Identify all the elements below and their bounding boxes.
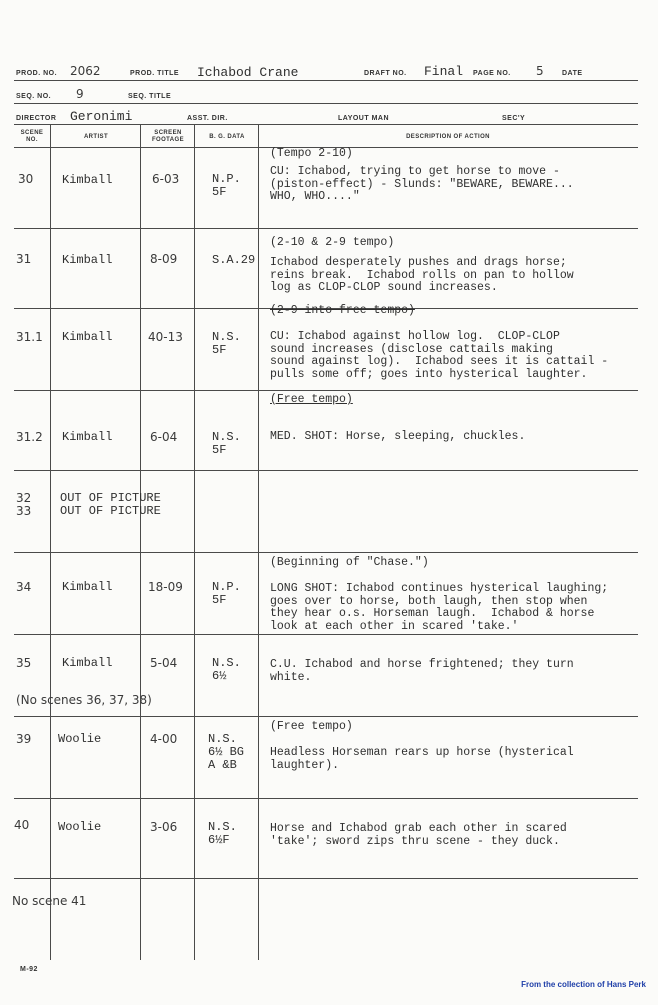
scene-number: 40	[14, 818, 30, 832]
tempo-note: (Free tempo)	[270, 720, 353, 733]
screen-footage: 4-00	[150, 732, 178, 746]
screen-footage: 6-04	[150, 430, 178, 444]
row-divider	[14, 552, 638, 553]
seq-no-value: 9	[76, 87, 84, 101]
artist-name: Kimball	[62, 656, 113, 670]
scene-number: 31.2	[16, 430, 43, 444]
col-bg-header: B. G. DATA	[209, 134, 245, 140]
col-artist-header: ARTIST	[83, 134, 109, 140]
row-divider	[14, 470, 638, 471]
tempo-note: (Tempo 2-10)	[270, 147, 353, 160]
header-rule-1	[14, 80, 638, 81]
row-divider	[14, 634, 638, 635]
page-no-value: 5	[536, 64, 544, 78]
form-code: M-92	[20, 966, 38, 973]
screen-footage: 3-06	[150, 820, 178, 834]
seq-no-label: SEQ. NO.	[16, 93, 52, 100]
prod-no-value: 2062	[70, 64, 101, 78]
screen-footage: 8-09	[150, 252, 178, 266]
artist-name: Kimball	[62, 580, 113, 594]
scene-number: 31.1	[16, 330, 43, 344]
screen-footage: 18-09	[148, 580, 183, 594]
screen-footage: 5-04	[150, 656, 178, 670]
action-description: MED. SHOT: Horse, sleeping, chuckles.	[270, 430, 526, 443]
scene-number: 32 33	[16, 491, 32, 518]
bg-data: S.A.29	[212, 253, 256, 267]
draft-no-label: DRAFT NO.	[364, 70, 407, 77]
page-no-label: PAGE NO.	[473, 70, 511, 77]
bg-data: N.S. 6½F	[208, 820, 237, 847]
scene-number: 34	[16, 580, 32, 594]
bg-data: N.S. 5F	[212, 430, 241, 457]
action-description: CU: Ichabod against hollow log. CLOP-CLOP sound increases (disclose cattails making sound against log). Ichabod sees it is cattail - pulls some off; goes into hysterical laughter.	[270, 330, 609, 381]
asst-dir-label: ASST. DIR.	[187, 115, 228, 122]
screen-footage: 6-03	[152, 172, 180, 186]
bg-data: N.P. 5F	[212, 580, 241, 607]
artist-name: Kimball	[62, 330, 113, 344]
prod-no-label: PROD. NO.	[16, 70, 58, 77]
prod-title-label: PROD. TITLE	[130, 70, 180, 77]
col-divider-3	[194, 124, 195, 960]
row-divider	[14, 228, 638, 229]
header-rule-2	[14, 103, 638, 104]
action-description: Ichabod desperately pushes and drags horse; reins break. Ichabod rolls on pan to hollow log as CLOP-CLOP sound increases.	[270, 256, 574, 294]
col-footage-header: SCREEN FOOTAGE	[151, 130, 185, 143]
missing-scenes-note: (No scenes 36, 37, 38)	[16, 693, 152, 707]
bg-data: N.S. 6½ BG A &B	[208, 732, 245, 772]
action-description: LONG SHOT: Ichabod continues hysterical laughing; goes over to horse, both laugh, then stop when they hear o.s. Horseman laugh. Ichabod & horse look at each other in scared 'take.'	[270, 582, 609, 633]
header-rule-3	[14, 124, 638, 125]
collection-credit: From the collection of Hans Perk	[521, 980, 646, 989]
action-description: C.U. Ichabod and horse frightened; they turn white.	[270, 658, 574, 684]
artist-name: Woolie	[58, 820, 102, 834]
seq-title-label: SEQ. TITLE	[128, 93, 172, 100]
row-divider	[14, 798, 638, 799]
action-description: Headless Horseman rears up horse (hysterical laughter).	[270, 746, 574, 772]
bg-data: N.S. 5F	[212, 330, 241, 357]
missing-scene-note: No scene 41	[12, 894, 87, 908]
col-description-header: DESCRIPTION OF ACTION	[406, 134, 490, 140]
artist-name: Kimball	[62, 430, 113, 444]
date-label: DATE	[562, 70, 583, 77]
prod-title-value: Ichabod Crane	[197, 65, 299, 80]
scene-number: 31	[16, 252, 32, 266]
draft-no-value: Final	[424, 64, 464, 79]
artist-name: Woolie	[58, 732, 102, 746]
scene-number: 35	[16, 656, 32, 670]
col-divider-2	[140, 124, 141, 960]
scene-number: 39	[16, 732, 32, 746]
artist-name: Kimball	[62, 173, 113, 187]
tempo-note: (Free tempo)	[270, 393, 353, 406]
col-divider-1	[50, 124, 51, 960]
bg-data: N.S. 6½	[212, 656, 241, 683]
row-divider	[14, 390, 638, 391]
screen-footage: 40-13	[148, 330, 183, 344]
row-divider	[14, 878, 638, 879]
artist-name: Kimball	[62, 253, 113, 267]
director-label: DIRECTOR	[16, 115, 57, 122]
artist-name: OUT OF PICTURE OUT OF PICTURE	[60, 491, 161, 518]
col-divider-4	[258, 124, 259, 960]
layout-man-label: LAYOUT MAN	[338, 115, 390, 122]
col-scene-header: SCENE NO.	[20, 130, 44, 143]
tempo-note: (2-9 into free tempo)	[270, 304, 415, 317]
tempo-note: (Beginning of "Chase.")	[270, 556, 429, 569]
director-value: Geronimi	[70, 109, 133, 124]
tempo-note: (2-10 & 2-9 tempo)	[270, 236, 395, 249]
bg-data: N.P. 5F	[212, 172, 241, 199]
scene-number: 30	[18, 172, 34, 186]
action-description: Horse and Ichabod grab each other in scared 'take'; sword zips thru scene - they duck.	[270, 822, 567, 848]
secy-label: SEC'Y	[502, 115, 526, 122]
row-divider	[14, 716, 638, 717]
action-description: CU: Ichabod, trying to get horse to move - (piston-effect) - Slunds: "BEWARE, BEWARE... WHO, WHO...."	[270, 165, 574, 203]
